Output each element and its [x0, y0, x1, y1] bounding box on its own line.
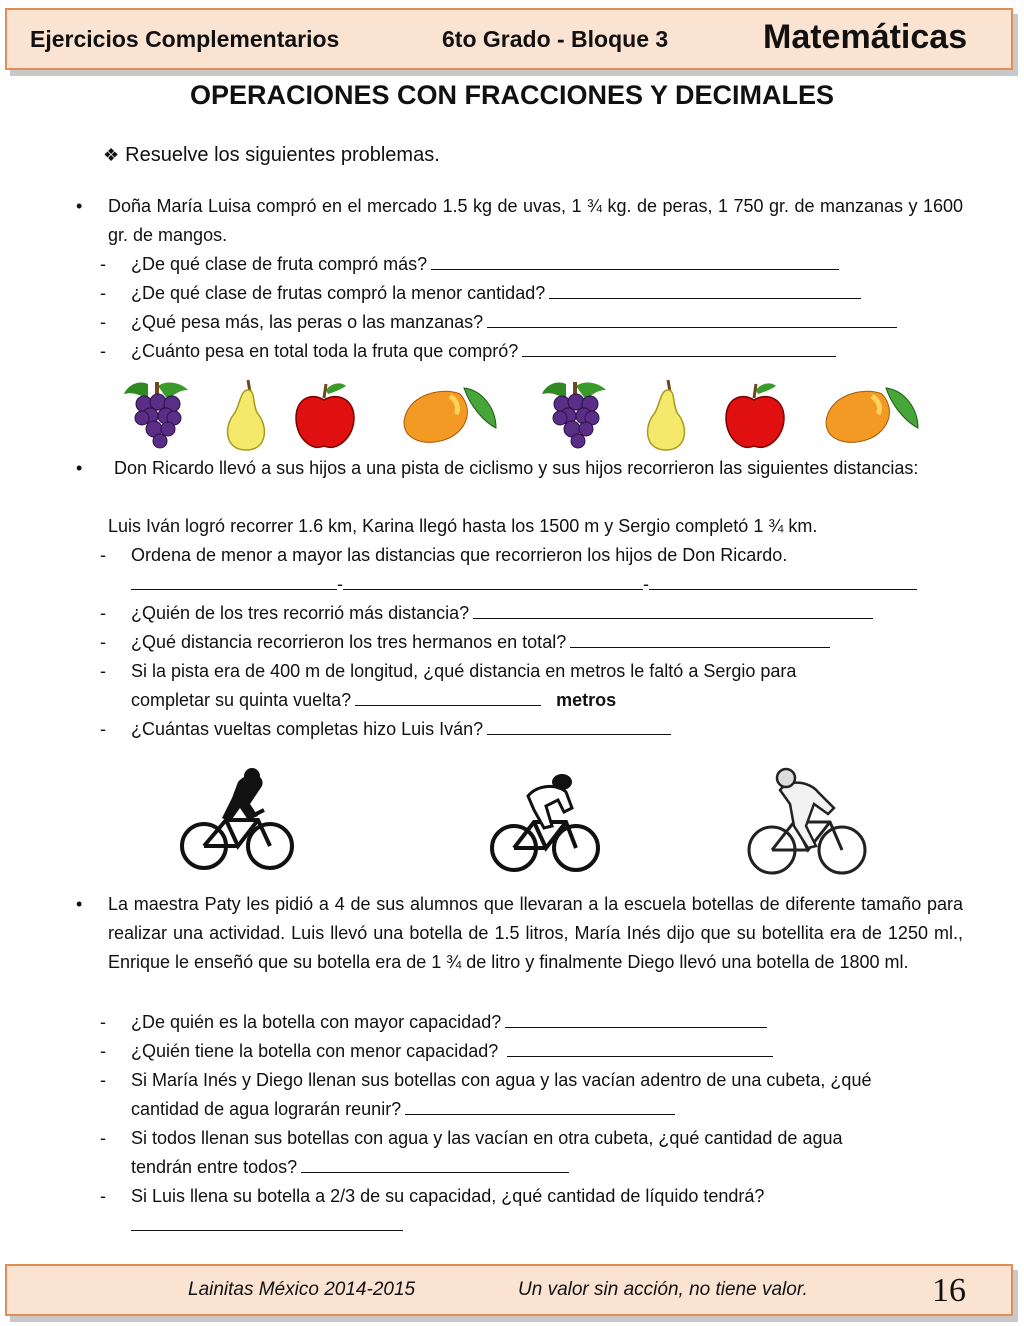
problem-2-question-2: - ¿Quién de los tres recorrió más distancia? — [100, 599, 873, 628]
answer-line[interactable] — [131, 571, 337, 590]
mango-icon — [822, 380, 922, 448]
answer-line[interactable] — [405, 1096, 675, 1115]
problem-3-question-2: - ¿Quién tiene la botella con menor capacidad? — [100, 1037, 773, 1066]
problem-2-order-lines: - - — [131, 570, 917, 599]
answer-line[interactable] — [473, 600, 873, 619]
cyclist-icon — [488, 766, 600, 874]
answer-line[interactable] — [570, 629, 830, 648]
answer-line[interactable] — [649, 571, 917, 590]
problem-2-question-5: - ¿Cuántas vueltas completas hizo Luis Iván? — [100, 715, 671, 744]
diamond-bullet-icon: ❖ — [103, 145, 120, 165]
problem-3-question-5: - Si Luis llena su botella a 2/3 de su capacidad, ¿qué cantidad de líquido tendrá? — [100, 1186, 765, 1206]
page-title: OPERACIONES CON FRACCIONES Y DECIMALES — [189, 80, 835, 110]
answer-line[interactable] — [131, 1212, 403, 1231]
footer-bar — [5, 1264, 1013, 1316]
answer-line[interactable] — [507, 1038, 773, 1057]
pear-icon — [218, 378, 274, 454]
page-number: 16 — [932, 1272, 966, 1309]
grapes-icon — [118, 378, 198, 454]
apple-icon — [722, 380, 788, 452]
answer-line[interactable] — [522, 338, 836, 357]
grapes-icon — [536, 378, 616, 454]
answer-line[interactable] — [549, 280, 861, 299]
problem-1-question-3: - ¿Qué pesa más, las peras o las manzanas? — [100, 308, 897, 337]
answer-line[interactable] — [343, 571, 643, 590]
answer-line[interactable] — [505, 1009, 767, 1028]
problem-2-question-3: - ¿Qué distancia recorrieron los tres hermanos en total? — [100, 628, 830, 657]
pear-icon — [638, 378, 694, 454]
answer-line[interactable] — [487, 716, 671, 735]
problem-2-question-1: - Ordena de menor a mayor las distancias que recorrieron los hijos de Don Ricardo. — [100, 545, 788, 565]
problem-2-detail: Luis Iván logró recorrer 1.6 km, Karina llegó hasta los 1500 m y Sergio completó 1 ¾ km. — [108, 516, 818, 536]
problem-1-question-1: - ¿De qué clase de fruta compró más? — [100, 250, 839, 279]
problem-2-question-4-cont: completar su quinta vuelta? metros — [131, 686, 616, 715]
cyclist-icon — [746, 764, 868, 878]
problem-1-text: Doña María Luisa compró en el mercado 1.5 kg de uvas, 1 ¾ kg. de peras, 1 750 gr. de manzanas y 1600 gr. de mangos. — [108, 196, 963, 245]
problem-3-question-3-cont: cantidad de agua lograrán reunir? — [131, 1095, 675, 1124]
header-subject: Matemáticas — [763, 18, 968, 56]
problem-1-question-2: - ¿De qué clase de frutas compró la menor cantidad? — [100, 279, 861, 308]
apple-icon — [292, 380, 358, 452]
problem-2-question-4: - Si la pista era de 400 m de longitud, ¿qué distancia en metros le faltó a Sergio para — [100, 661, 797, 681]
answer-line[interactable] — [301, 1154, 569, 1173]
problem-2-text: Don Ricardo llevó a sus hijos a una pista de ciclismo y sus hijos recorrieron las siguientes distancias: — [114, 458, 919, 478]
answer-line[interactable] — [355, 687, 541, 706]
instruction — [103, 144, 440, 167]
answer-line[interactable] — [431, 251, 839, 270]
problem-3-question-5-cont — [131, 1211, 403, 1240]
cyclist-icon — [178, 764, 296, 874]
unit-label: metros — [556, 690, 617, 710]
problem-3-question-3: - Si María Inés y Diego llenan sus botellas con agua y las vacían adentro de una cubeta, ¿qué — [100, 1070, 872, 1090]
answer-line[interactable] — [487, 309, 897, 328]
problem-3-question-4: - Si todos llenan sus botellas con agua y las vacían en otra cubeta, ¿qué cantidad de agua — [100, 1128, 843, 1148]
bullet-icon: • — [76, 894, 83, 914]
footer-credit: Lainitas México 2014-2015 — [188, 1279, 416, 1300]
mango-icon — [400, 380, 500, 448]
instruction-text: Resuelve los siguientes problemas. — [125, 144, 440, 166]
bullet-icon: • — [76, 196, 83, 216]
bullet-icon: • — [76, 458, 83, 478]
header-left-title: Ejercicios Complementarios — [30, 26, 340, 52]
footer-motto: Un valor sin acción, no tiene valor. — [518, 1279, 808, 1300]
problem-3-text: La maestra Paty les pidió a 4 de sus alumnos que llevaran a la escuela botellas de diferente tamaño para realizar una actividad. Luis llevó una botella de 1.5 litros, María Inés dijo que su botellita era de 1250 ml., Enrique le enseñó que su botella era de 1 ¾ de litro y finalmente Diego llevó una botella de 1800 ml. — [108, 894, 963, 972]
problem-1-question-4: - ¿Cuánto pesa en total toda la fruta que compró? — [100, 337, 836, 366]
problem-3-question-1: - ¿De quién es la botella con mayor capacidad? — [100, 1008, 767, 1037]
problem-3-question-4-cont: tendrán entre todos? — [131, 1153, 569, 1182]
header-grade: 6to Grado - Bloque 3 — [442, 26, 669, 52]
